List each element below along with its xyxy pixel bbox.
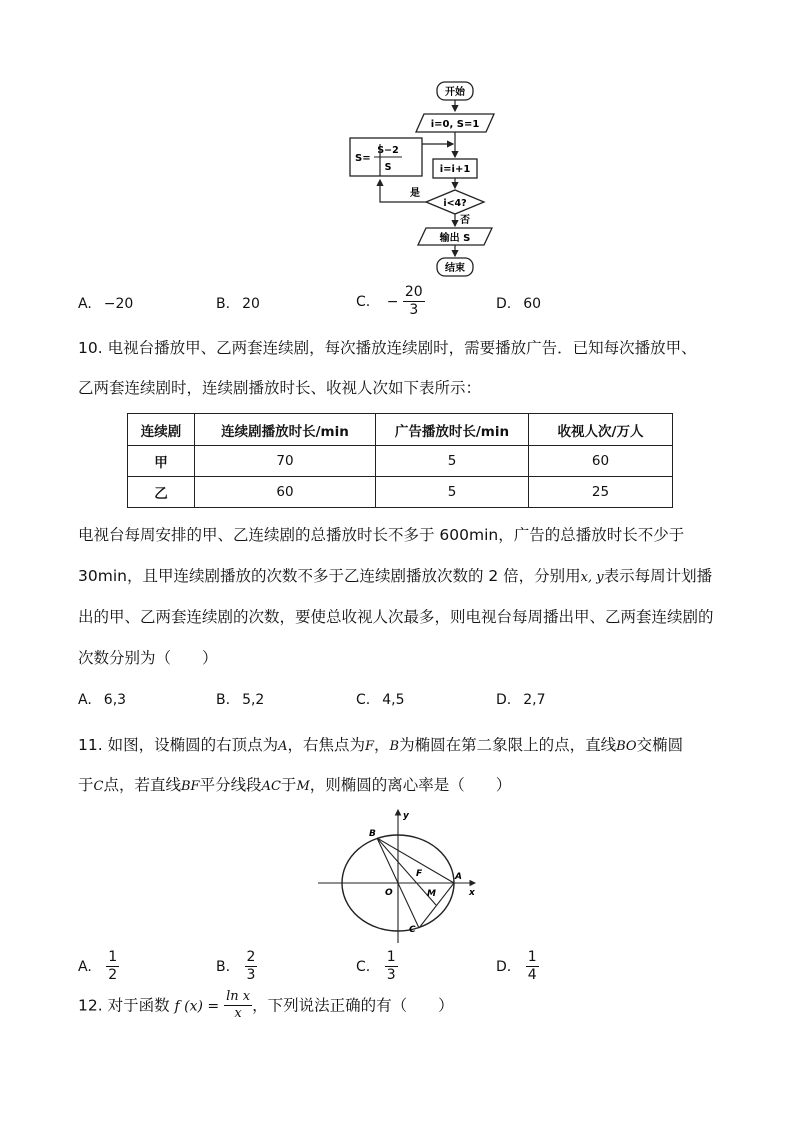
option-letter: D. <box>496 692 512 708</box>
math-var: BF <box>180 779 200 794</box>
option-value: 6,3 <box>103 692 127 708</box>
q10-line-3: 电视台每周安排的甲、乙连续剧的总播放时长不多于 600min，广告的总播放时长不少于 <box>78 526 685 544</box>
q11-option-d[interactable] <box>496 950 539 984</box>
fraction-numerator: 1 <box>385 950 398 967</box>
q11-line-1 <box>78 733 683 755</box>
option-fraction <box>385 950 398 984</box>
option-letter: D. <box>496 958 512 975</box>
option-letter: B. <box>216 958 231 975</box>
q9-option-c[interactable] <box>356 285 425 319</box>
text-run: 于 <box>78 776 94 794</box>
text-run: 平分线段 <box>199 776 262 794</box>
text-run: ，右焦点为 <box>287 736 365 754</box>
q10-line-1: 10. 电视台播放甲、乙两套连续剧，每次播放连续剧时，需要播放广告．已知每次播放甲、 <box>78 339 697 357</box>
option-sign: − <box>386 293 399 310</box>
ellipse-figure <box>315 806 490 946</box>
table-header-cell: 连续剧播放时长/min <box>195 414 376 446</box>
label-b: B <box>369 829 376 839</box>
q9-option-d[interactable] <box>496 296 541 312</box>
flow-yes-label: 是 <box>410 188 420 199</box>
option-letter: A. <box>78 958 92 975</box>
flow-assign-num: S−2 <box>377 145 399 156</box>
viewership-table <box>127 413 673 508</box>
math-var: C <box>93 779 104 794</box>
table-header-cell: 连续剧 <box>128 414 195 446</box>
table-cell: 甲 <box>128 446 195 477</box>
fraction-numerator: 2 <box>245 950 258 967</box>
option-letter: C. <box>356 293 371 310</box>
flow-step-text: i=i+1 <box>439 164 471 175</box>
option-fraction <box>403 285 425 319</box>
fraction-denominator: x <box>234 1006 242 1022</box>
line-ca <box>419 883 454 928</box>
math-var: A <box>278 739 288 754</box>
fraction-denominator: 4 <box>527 967 537 984</box>
flow-start-text: 开始 <box>445 87 465 98</box>
label-f: F <box>416 869 423 879</box>
label-o: O <box>385 888 393 898</box>
flowchart-figure <box>330 76 500 281</box>
option-fraction <box>106 950 119 984</box>
q10-option-d[interactable] <box>496 692 546 708</box>
flow-no-label: 否 <box>460 215 470 226</box>
table-header-cell: 广告播放时长/min <box>376 414 529 446</box>
fraction-denominator: 3 <box>386 967 396 984</box>
table-cell: 60 <box>195 477 376 508</box>
fraction-denominator: 2 <box>108 967 118 984</box>
option-letter: B. <box>216 692 231 708</box>
option-value: 20 <box>242 296 260 312</box>
table-cell: 乙 <box>128 477 195 508</box>
text-run: 12. 对于函数 <box>78 996 170 1015</box>
q9-option-b[interactable] <box>216 296 260 312</box>
q10-line-5: 出的甲、乙两套连续剧的次数，要使总收视人次最多，则电视台每周播出甲、乙两套连续剧的 <box>78 608 714 626</box>
table-row <box>128 477 673 508</box>
flow-decision-text: i<4? <box>443 198 467 209</box>
option-letter: C. <box>356 692 371 708</box>
text-run: ， <box>374 736 390 754</box>
q12-line <box>78 990 454 1022</box>
text-run: ，下列说法正确的有（ ） <box>252 996 454 1015</box>
table-row <box>128 446 673 477</box>
label-a: A <box>455 872 462 882</box>
q11-line-2 <box>78 773 511 795</box>
label-c: C <box>409 925 416 935</box>
option-value: 5,2 <box>242 692 265 708</box>
flow-output-text: 输出 S <box>439 233 471 244</box>
q10-line-4 <box>78 564 712 586</box>
table-cell: 70 <box>195 446 376 477</box>
fraction-denominator: 3 <box>246 967 256 984</box>
option-fraction <box>245 950 258 984</box>
q10-line-2: 乙两套连续剧时，连续剧播放时长、收视人次如下表所示： <box>78 379 482 397</box>
fraction-numerator: 1 <box>106 950 119 967</box>
table-header-row <box>128 414 673 446</box>
table-cell: 5 <box>376 477 529 508</box>
math-var: F <box>364 739 375 754</box>
text-run: 30min，且甲连续剧播放的次数不多于乙连续剧播放次数的 2 倍，分别用 <box>78 567 581 585</box>
option-letter: A. <box>78 296 92 312</box>
math-var: M <box>296 779 310 794</box>
text-run: 于 <box>280 776 297 794</box>
table-cell: 25 <box>529 477 673 508</box>
q10-option-a[interactable] <box>78 692 126 708</box>
label-y: y <box>403 811 409 821</box>
q11-option-a[interactable] <box>78 950 119 984</box>
option-value: −20 <box>103 296 134 312</box>
table-cell: 60 <box>529 446 673 477</box>
flow-assign-lhs: S= <box>355 153 371 164</box>
math-var: BO <box>616 739 637 754</box>
q11-option-b[interactable] <box>216 950 257 984</box>
option-value: 4,5 <box>382 692 405 708</box>
option-letter: A. <box>78 692 92 708</box>
fraction-numerator: ln x <box>224 990 252 1006</box>
q9-option-a[interactable] <box>78 296 133 312</box>
option-letter: D. <box>496 296 512 312</box>
label-m: M <box>427 889 436 899</box>
math-var: AC <box>261 779 281 794</box>
q10-option-b[interactable] <box>216 692 264 708</box>
option-value: 2,7 <box>523 692 546 708</box>
flow-assign-den: S <box>384 162 392 173</box>
q10-option-c[interactable] <box>356 692 405 708</box>
option-fraction <box>526 950 539 984</box>
fraction-denominator: 3 <box>409 302 419 319</box>
option-value: 60 <box>523 296 542 312</box>
text-run: 交椭圆 <box>636 736 684 754</box>
q11-option-c[interactable] <box>356 950 398 984</box>
math-var: x, y <box>580 570 604 585</box>
text-run: 表示每周计划播 <box>603 567 713 585</box>
math-func: f (x) = <box>174 998 220 1015</box>
fraction-numerator: 20 <box>403 285 425 302</box>
math-var: B <box>389 739 400 754</box>
option-letter: C. <box>356 958 371 975</box>
option-letter: B. <box>216 296 231 312</box>
text-run: ，则椭圆的离心率是（ ） <box>309 776 512 794</box>
table-header-cell: 收视人次/万人 <box>529 414 673 446</box>
fraction-numerator: 1 <box>526 950 539 967</box>
table-cell: 5 <box>376 446 529 477</box>
q10-line-6: 次数分别为（ ） <box>78 649 218 667</box>
label-x: x <box>469 888 475 898</box>
flow-end-text: 结束 <box>445 263 465 274</box>
func-fraction <box>224 990 252 1022</box>
flow-init-text: i=0, S=1 <box>430 119 480 130</box>
text-run: 11. 如图，设椭圆的右顶点为 <box>78 736 279 754</box>
text-run: 为椭圆在第二象限上的点，直线 <box>399 736 617 754</box>
text-run: 点，若直线 <box>103 776 181 794</box>
